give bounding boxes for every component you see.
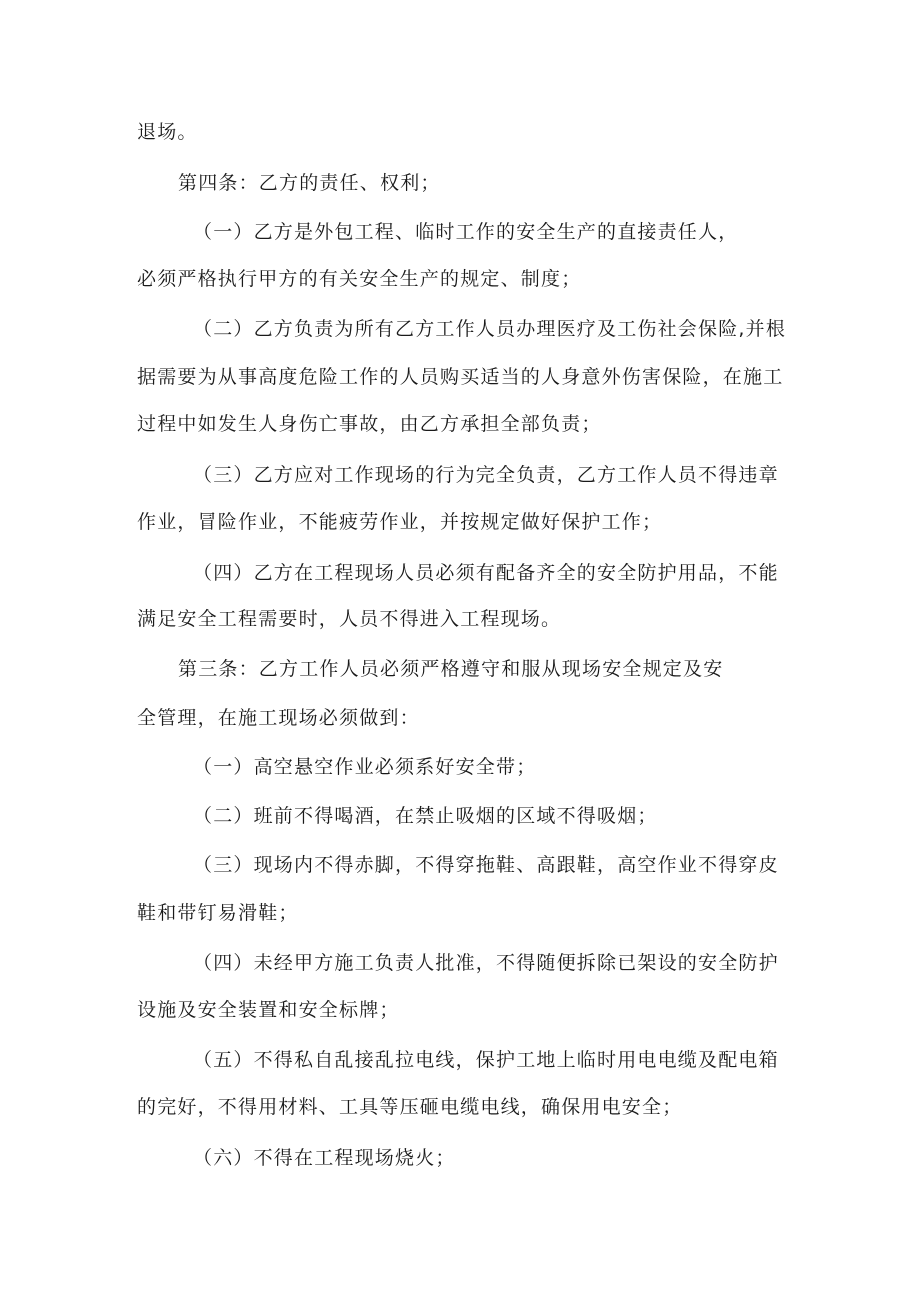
text-line: （四）未经甲方施工负责人批准，不得随便拆除已架设的安全防护	[193, 952, 779, 974]
text-line: （三）乙方应对工作现场的行为完全负责，乙方工作人员不得违章	[193, 464, 779, 486]
text-line: （二）乙方负责为所有乙方工作人员办理医疗及工伤社会保险,并根	[193, 318, 787, 340]
text-line: 退场。	[137, 121, 198, 143]
text-line: （五）不得私自乱接乱拉电线，保护工地上临时用电电缆及配电箱	[193, 1049, 779, 1071]
text-line: 过程中如发生人身伤亡事故，由乙方承担全部负责；	[137, 413, 602, 435]
article-heading: 第四条：乙方的责任、权利；	[178, 172, 441, 194]
text-line: 满足安全工程需要时，人员不得进入工程现场。	[137, 608, 562, 630]
text-line: （一）高空悬空作业必须系好安全带；	[193, 756, 537, 778]
text-line: 必须严格执行甲方的有关安全生产的规定、制度；	[137, 268, 582, 290]
text-line: 设施及安全装置和安全标牌；	[137, 999, 400, 1021]
text-line: 全管理，在施工现场必须做到：	[137, 707, 420, 729]
text-line: （四）乙方在工程现场人员必须有配备齐全的安全防护用品，不能	[193, 562, 779, 584]
text-line: （一）乙方是外包工程、临时工作的安全生产的直接责任人，	[193, 221, 739, 243]
text-line: （六）不得在工程现场烧火；	[193, 1147, 456, 1169]
text-line: （三）现场内不得赤脚，不得穿拖鞋、高跟鞋，高空作业不得穿皮	[193, 854, 779, 876]
text-line: 鞋和带钉易滑鞋；	[137, 902, 299, 924]
text-line: 作业，冒险作业，不能疲劳作业，并按规定做好保护工作；	[137, 511, 663, 533]
text-line: （二）班前不得喝酒，在禁止吸烟的区域不得吸烟；	[193, 805, 658, 827]
article-heading: 第三条：乙方工作人员必须严格遵守和服从现场安全规定及安	[178, 658, 724, 680]
text-line: 的完好，不得用材料、工具等压砸电缆电线，确保用电安全；	[137, 1096, 683, 1118]
text-line: 据需要为从事高度危险工作的人员购买适当的人身意外伤害保险，在施工	[137, 366, 784, 388]
